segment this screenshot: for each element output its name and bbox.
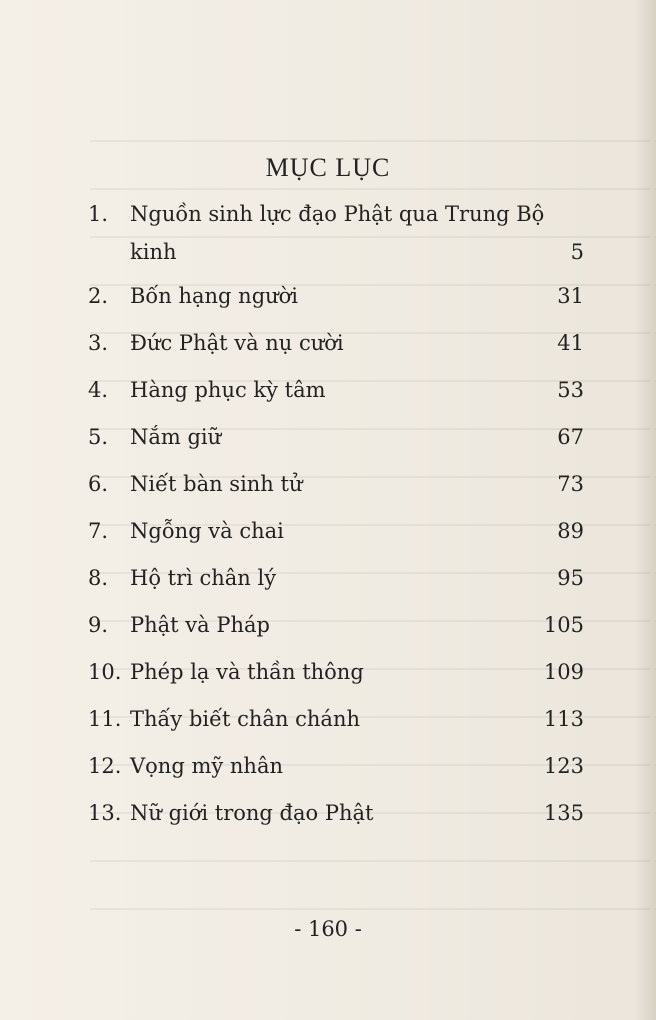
toc-entry [88, 564, 584, 592]
toc-entry [88, 517, 584, 545]
toc-entry-page: 67 [557, 425, 584, 449]
toc-entry [88, 423, 584, 451]
toc-entry-number: 13. [88, 801, 122, 825]
toc-entry [88, 329, 584, 357]
toc-entry [88, 282, 584, 310]
toc-entry [88, 611, 584, 639]
toc-entry-number: 1. [88, 202, 109, 226]
toc-entry-title: Phép lạ và thần thông [130, 660, 364, 684]
toc-entry-title: Nữ giới trong đạo Phật [130, 801, 374, 825]
toc-entry-page: 95 [557, 566, 584, 590]
toc-entry-title: Phật và Pháp [130, 613, 270, 637]
toc-entry-number: 5. [88, 425, 109, 449]
toc-entry [88, 799, 584, 827]
toc-entry-title: Thấy biết chân chánh [130, 707, 360, 731]
toc-entry-page: 109 [543, 660, 584, 684]
toc-entry-title: Nắm giữ [130, 425, 222, 449]
toc-entry-number: 8. [88, 566, 109, 590]
toc-heading: MỤC LỤC [265, 153, 391, 182]
toc-entry-number: 12. [88, 754, 122, 778]
toc-entry-number: 3. [88, 331, 109, 355]
toc-entry-number: 2. [88, 284, 109, 308]
toc-entry-page: 105 [543, 613, 584, 637]
toc-entry-page: 73 [557, 472, 584, 496]
toc-entry [88, 752, 584, 780]
toc-entry-page: 123 [543, 754, 584, 778]
toc-entry-page: 53 [557, 378, 584, 402]
toc-entry-page: 113 [543, 707, 584, 731]
toc-entry [88, 658, 584, 686]
toc-entry-title: Hàng phục kỳ tâm [130, 378, 326, 402]
toc-entry-title: Đức Phật và nụ cười [130, 331, 344, 355]
toc-entry-title: Bốn hạng người [130, 284, 299, 308]
toc-entry [88, 200, 584, 266]
toc-entry-page: 5 [570, 240, 584, 264]
toc-entry-number: 9. [88, 613, 109, 637]
toc-entry-number: 11. [88, 707, 122, 731]
toc-entry [88, 376, 584, 404]
toc-entry-page: 41 [557, 331, 584, 355]
toc-entry-page: 31 [557, 284, 584, 308]
page-number: - 160 - [294, 917, 362, 941]
toc-entry-number: 4. [88, 378, 109, 402]
toc-entry-title: Hộ trì chân lý [130, 566, 277, 590]
toc-entry-title-continued: kinh [130, 240, 177, 264]
toc-entry [88, 705, 584, 733]
toc-entry-page: 135 [543, 801, 584, 825]
toc-entry [88, 470, 584, 498]
toc-entry-number: 7. [88, 519, 109, 543]
toc-entry-title: Nguồn sinh lực đạo Phật qua Trung Bộ [130, 202, 545, 226]
toc-entry-title: Vọng mỹ nhân [130, 754, 283, 778]
toc-entry-title: Ngỗng và chai [130, 519, 284, 543]
toc-entry-number: 10. [88, 660, 122, 684]
toc-entry-title: Niết bàn sinh tử [130, 472, 303, 496]
toc-entry-page: 89 [557, 519, 584, 543]
toc-entry-number: 6. [88, 472, 109, 496]
